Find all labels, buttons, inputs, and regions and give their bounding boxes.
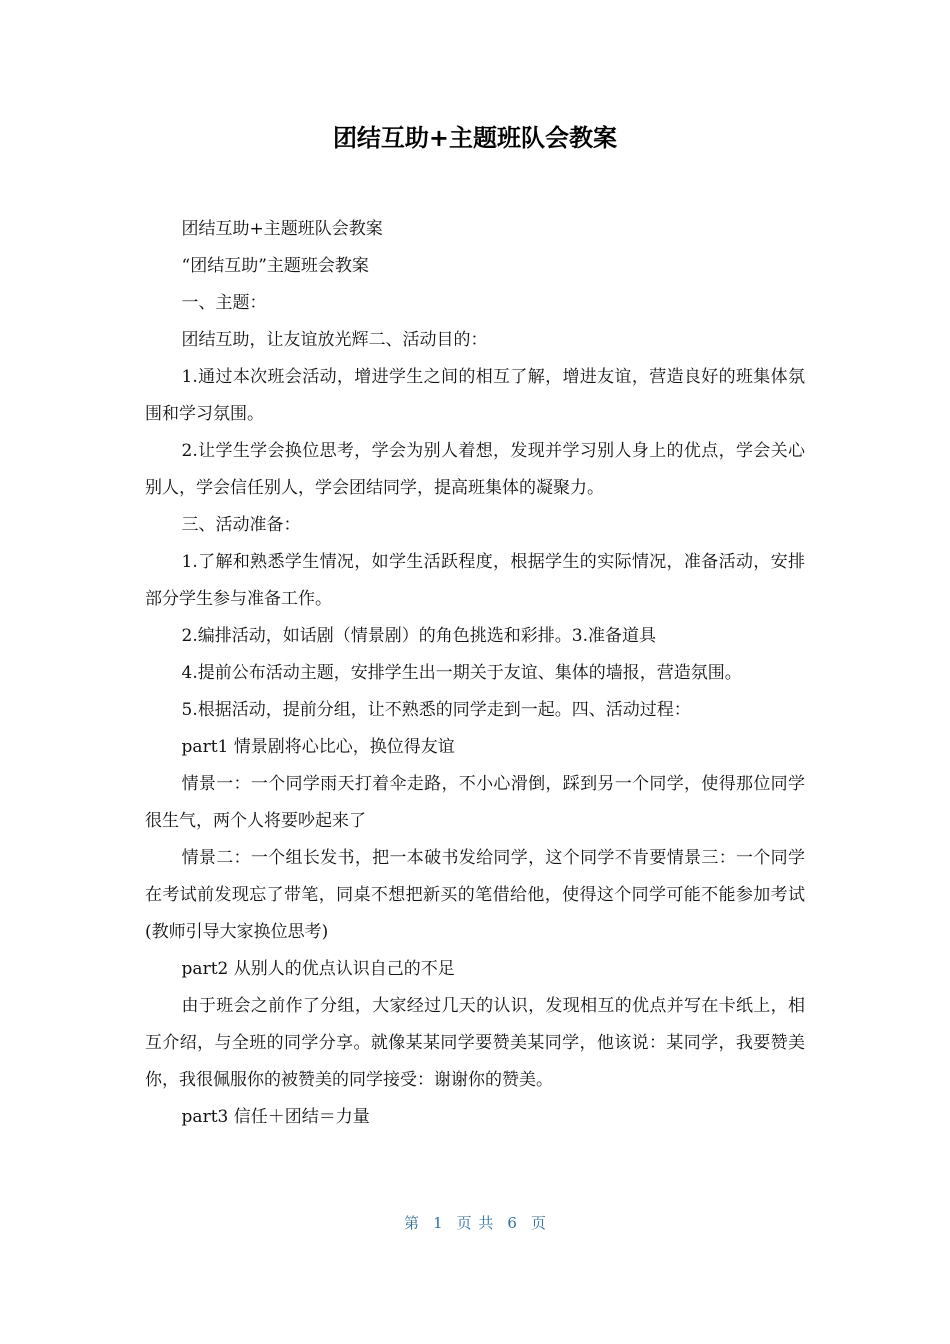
section-heading: 三、活动准备： <box>181 515 301 535</box>
section-heading: 一、主题： <box>181 293 267 313</box>
paragraph: 2.编排活动，如话剧（情景剧）的角色挑选和彩排。3.准备道具 <box>181 626 656 646</box>
total-pages-number: 6 <box>507 1214 517 1232</box>
paragraph: 情景二：一个组长发书，把一本破书发给同学，这个同学不肯要情景三：一个同学在考试前发现忘了带笔，同桌不想把新买的笔借给他，使得这个同学可能不能参加考试(教师引导大家换位思考) <box>145 848 805 942</box>
page-label-suffix: 页 <box>530 1214 546 1232</box>
paragraph: 团结互助，让友谊放光辉二、活动目的： <box>181 330 488 350</box>
paragraph: 5.根据活动，提前分组，让不熟悉的同学走到一起。四、活动过程： <box>181 700 691 720</box>
paragraph: 4.提前公布活动主题，安排学生出一期关于友谊、集体的墙报，营造氛围。 <box>181 663 742 683</box>
part-heading: part2 从别人的优点认识自己的不足 <box>181 959 455 979</box>
paragraph: “团结互助”主题班会教案 <box>181 256 369 276</box>
paragraph: 1.通过本次班会活动，增进学生之间的相互了解，增进友谊，营造良好的班集体氛围和学习氛围。 <box>145 367 805 424</box>
paragraph: 1.了解和熟悉学生情况，如学生活跃程度，根据学生的实际情况，准备活动，安排部分学生参与准备工作。 <box>145 552 805 609</box>
part-heading: part1 情景剧将心比心，换位得友谊 <box>181 737 455 757</box>
document-body <box>145 211 805 1136</box>
current-page-number: 1 <box>433 1214 443 1232</box>
page-footer <box>0 1212 950 1233</box>
paragraph: 由于班会之前作了分组，大家经过几天的认识，发现相互的优点并写在卡纸上，相互介绍，与全班的同学分享。就像某某同学要赞美某同学，他该说：某同学，我要赞美你，我很佩服你的被赞美的同学接受：谢谢你的赞美。 <box>145 996 805 1090</box>
paragraph: 情景一：一个同学雨天打着伞走路，不小心滑倒，踩到另一个同学，使得那位同学很生气，两个人将要吵起来了 <box>145 774 805 831</box>
page-label-prefix: 第 <box>404 1214 420 1232</box>
paragraph: 团结互助+主题班队会教案 <box>181 219 383 239</box>
page-label-middle: 页 共 <box>456 1214 494 1232</box>
part-heading: part3 信任＋团结＝力量 <box>181 1107 370 1127</box>
paragraph: 2.让学生学会换位思考，学会为别人着想，发现并学习别人身上的优点，学会关心别人，学会信任别人，学会团结同学，提高班集体的凝聚力。 <box>145 441 805 498</box>
document-title: 团结互助+主题班队会教案 <box>332 124 618 152</box>
